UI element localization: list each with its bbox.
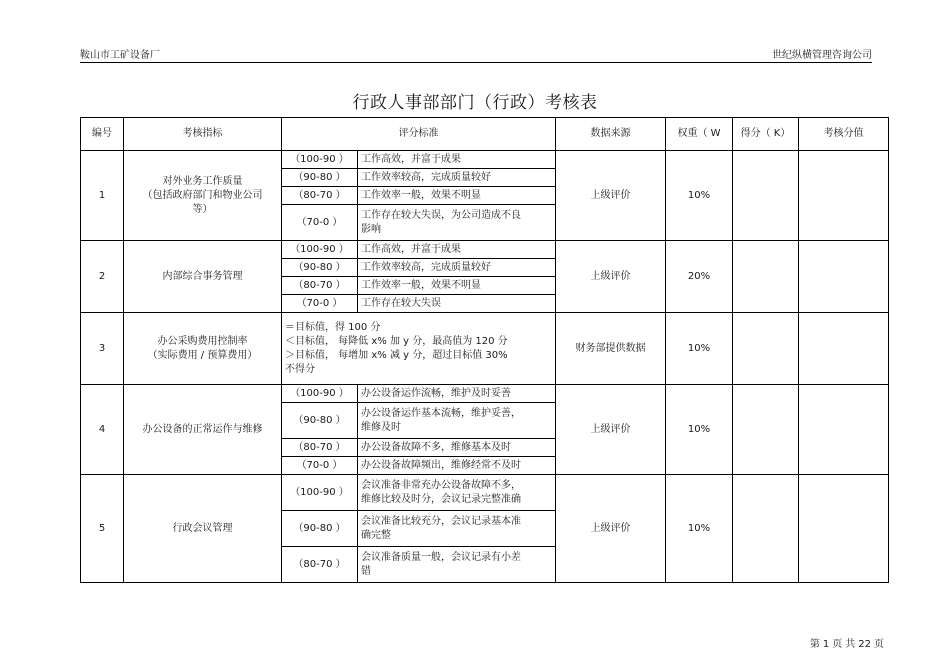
- criteria-line: ＝目标值，得 100 分: [285, 321, 381, 333]
- criteria-description: [358, 151, 556, 169]
- criteria-line: 确完整: [361, 529, 391, 541]
- criteria-description: [358, 277, 556, 295]
- indicator-line: 行政会议管理: [172, 522, 233, 534]
- table-row: [81, 241, 889, 259]
- page-number: [807, 635, 884, 650]
- criteria-range: （70-0 ）: [282, 295, 358, 313]
- criteria-description: [358, 385, 556, 403]
- criteria-line: 办公设备运作流畅，维护及时妥善: [361, 387, 511, 399]
- row-value-cell[interactable]: [799, 385, 889, 475]
- criteria-line: 工作存在较大失误，为公司造成不良: [361, 209, 521, 221]
- row-weight: 10%: [666, 313, 733, 385]
- criteria-line: 工作效率一般，效果不明显: [361, 189, 481, 201]
- col-header-value: 考核分值: [799, 118, 889, 151]
- criteria-range: （70-0 ）: [282, 457, 358, 475]
- criteria-line: 会议准备非常充办公设备故障不多，: [361, 479, 521, 491]
- row-id: 5: [81, 475, 124, 583]
- criteria-description: [358, 169, 556, 187]
- criteria-range: （100-90 ）: [282, 475, 358, 511]
- criteria-line: 工作存在较大失误: [361, 297, 441, 309]
- row-value-cell[interactable]: [799, 241, 889, 313]
- criteria-description: [358, 457, 556, 475]
- row-id: 1: [81, 151, 124, 241]
- row-value-cell[interactable]: [799, 475, 889, 583]
- row-value-cell[interactable]: [799, 151, 889, 241]
- row-id: 2: [81, 241, 124, 313]
- criteria-line: 维修及时: [361, 421, 401, 433]
- row-source: 上级评价: [556, 151, 666, 241]
- criteria-line: 维修比较及时分，会议记录完整准确: [361, 493, 521, 505]
- criteria-description: [358, 439, 556, 457]
- table-row: [81, 475, 889, 511]
- table-row: [81, 385, 889, 403]
- criteria-range: （90-80 ）: [282, 511, 358, 547]
- indicator-line: （包括政府部门和物业公司: [142, 189, 263, 201]
- row-weight: 10%: [666, 151, 733, 241]
- criteria-range: （80-70 ）: [282, 547, 358, 583]
- row-weight: 10%: [666, 475, 733, 583]
- criteria-line: 工作效率一般，效果不明显: [361, 279, 481, 291]
- page-total: 22: [858, 639, 871, 650]
- row-score-cell[interactable]: [733, 151, 799, 241]
- criteria-range: （100-90 ）: [282, 241, 358, 259]
- criteria-range: （80-70 ）: [282, 277, 358, 295]
- row-indicator: [124, 313, 282, 385]
- page-total-label: 共: [845, 639, 856, 650]
- criteria-range: （80-70 ）: [282, 439, 358, 457]
- criteria-description: [358, 511, 556, 547]
- row-id: 3: [81, 313, 124, 385]
- table-header-row: [81, 118, 889, 151]
- criteria-description: [358, 205, 556, 241]
- row-indicator: [124, 475, 282, 583]
- page-prefix: 第: [809, 639, 820, 650]
- indicator-line: 内部综合事务管理: [162, 270, 243, 282]
- row-weight: 10%: [666, 385, 733, 475]
- criteria-description: [358, 187, 556, 205]
- col-header-score: 得分（ K）: [733, 118, 799, 151]
- criteria-description: [358, 475, 556, 511]
- page-title: 行政人事部部门（行政）考核表: [352, 93, 598, 113]
- criteria-line: 影响: [361, 223, 381, 235]
- criteria-range: （100-90 ）: [282, 385, 358, 403]
- page-suffix: 页: [874, 639, 884, 650]
- row-weight: 20%: [666, 241, 733, 313]
- col-header-weight: 权重（ W: [666, 118, 733, 151]
- row-source: 上级评价: [556, 475, 666, 583]
- header-left: 鞍山市工矿设备厂: [80, 50, 160, 61]
- col-header-id: 编号: [81, 118, 124, 151]
- criteria-line: 工作效率较高，完成质量较好: [361, 171, 491, 183]
- row-indicator: [124, 151, 282, 241]
- row-source: 上级评价: [556, 241, 666, 313]
- criteria-description: [358, 241, 556, 259]
- criteria-line: 办公设备故障频出，维修经常不及时: [361, 459, 521, 471]
- indicator-line: 对外业务工作质量: [162, 175, 243, 187]
- criteria-range: （90-80 ）: [282, 403, 358, 439]
- criteria-line: 会议准备比较充分，会议记录基本准: [361, 515, 521, 527]
- criteria-line: 会议准备质量一般，会议记录有小差: [361, 551, 521, 563]
- criteria-range: （90-80 ）: [282, 169, 358, 187]
- table-row: [81, 313, 889, 385]
- criteria-description: [358, 295, 556, 313]
- row-score-cell[interactable]: [733, 475, 799, 583]
- page-current: 1: [822, 639, 830, 650]
- criteria-range: （70-0 ）: [282, 205, 358, 241]
- criteria-range: （90-80 ）: [282, 259, 358, 277]
- col-header-indicator: 考核指标: [124, 118, 282, 151]
- criteria-line: 工作效率较高，完成质量较好: [361, 261, 491, 273]
- row-score-cell[interactable]: [733, 385, 799, 475]
- row-indicator: [124, 385, 282, 475]
- criteria-line: 不得分: [285, 363, 315, 375]
- assessment-table: [80, 117, 889, 583]
- criteria-description: [358, 547, 556, 583]
- indicator-line: （实际费用 / 预算费用）: [147, 349, 258, 361]
- row-score-cell[interactable]: [733, 313, 799, 385]
- indicator-line: 等）: [192, 203, 213, 215]
- col-header-criteria: 评分标准: [282, 118, 556, 151]
- row-source: 上级评价: [556, 385, 666, 475]
- row-indicator: [124, 241, 282, 313]
- row-source: 财务部提供数据: [556, 313, 666, 385]
- criteria-range: （100-90 ）: [282, 151, 358, 169]
- table-row: [81, 151, 889, 169]
- criteria-line: 办公设备运作基本流畅，维护妥善，: [361, 407, 521, 419]
- criteria-line: 工作高效，并富于成果: [361, 153, 461, 165]
- criteria-line: ＜目标值， 每降低 x% 加 y 分，最高值为 120 分: [285, 335, 508, 347]
- indicator-line: 办公采购费用控制率: [157, 335, 248, 347]
- page-label: 页: [832, 639, 843, 650]
- criteria-description: [358, 403, 556, 439]
- table-body: [81, 118, 889, 583]
- criteria-line: 工作高效，并富于成果: [361, 243, 461, 255]
- row-value-cell[interactable]: [799, 313, 889, 385]
- row-score-cell[interactable]: [733, 241, 799, 313]
- criteria-description: [358, 259, 556, 277]
- col-header-source: 数据来源: [556, 118, 666, 151]
- header-divider: [80, 62, 872, 63]
- criteria-line: 办公设备故障不多，维修基本及时: [361, 441, 511, 453]
- indicator-line: 办公设备的正常运作与维修: [142, 423, 263, 435]
- row-id: 4: [81, 385, 124, 475]
- criteria-range: （80-70 ）: [282, 187, 358, 205]
- criteria-line: 错: [361, 565, 371, 577]
- criteria-text: [282, 313, 556, 385]
- criteria-line: ＞目标值， 每增加 x% 减 y 分，超过目标值 30%: [285, 349, 508, 361]
- header-right: 世纪纵横管理咨询公司: [772, 50, 872, 61]
